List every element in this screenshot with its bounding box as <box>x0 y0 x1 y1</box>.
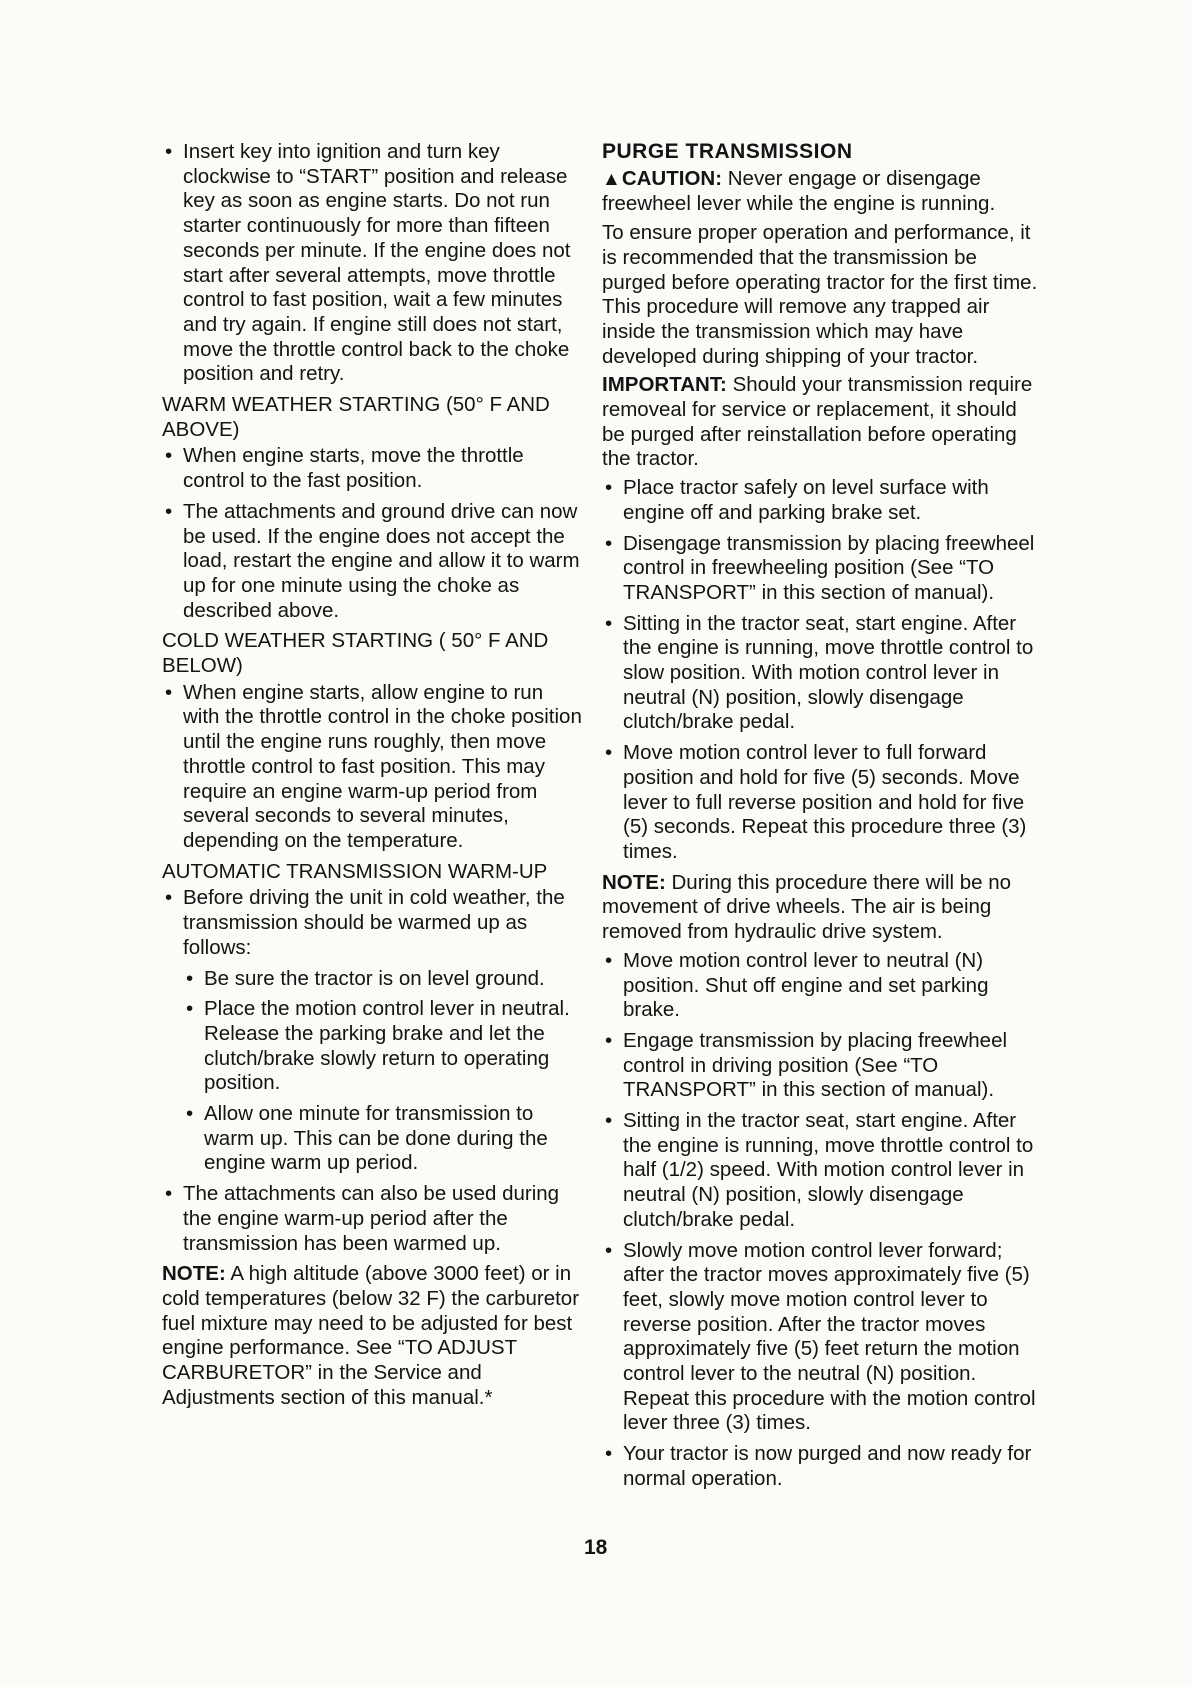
auto-transmission-subitem: • Be sure the tractor is on level ground. <box>183 967 582 992</box>
purge-step: • Engage transmission by placing freewheel control in driving position (See “TO TRANSPORT” in this section of manual). <box>602 1029 1039 1103</box>
section-title: PURGE TRANSMISSION <box>602 140 853 163</box>
purge-step: • Slowly move motion control lever forward; after the tractor moves approximately five (5) feet, slowly move motion control lever to reverse position. After the tractor moves approximately five (5) feet return the motion control lever to the neutral (N) position. Repeat this procedure with the motion control lever three (3) times. <box>602 1239 1039 1437</box>
important-text: Should your transmission require removeal for service or replacement, it should be purged after reinstallation before operating the tractor. <box>602 373 1033 471</box>
important-label: IMPORTANT: <box>602 373 727 397</box>
right-column <box>602 140 1039 1498</box>
auto-transmission-item: • The attachments can also be used during the engine warm-up period after the transmission has been warmed up. <box>162 1182 582 1256</box>
warning-triangle-icon: ▲ <box>602 168 621 190</box>
purge-step: • Place tractor safely on level surface with engine off and parking brake set. <box>602 476 1039 525</box>
purge-step: • Move motion control lever to neutral (N) position. Shut off engine and set parking brake. <box>602 949 1039 1023</box>
auto-transmission-heading: AUTOMATIC TRANSMISSION WARM-UP <box>162 859 548 883</box>
auto-transmission-subitem: • Allow one minute for transmission to warm up. This can be done during the engine warm up period. <box>183 1102 582 1176</box>
auto-transmission-subitem: • Place the motion control lever in neutral. Release the parking brake and let the clutch/brake slowly return to operating position. <box>183 997 582 1096</box>
left-column <box>162 140 582 1414</box>
auto-transmission-item: • Before driving the unit in cold weather, the transmission should be warmed up as follows: <box>162 886 582 960</box>
purge-step: • Sitting in the tractor seat, start engine. After the engine is running, move throttle control to slow position. With motion control lever in neutral (N) position, slowly disengage clutch/brake pedal. <box>602 612 1039 736</box>
warm-weather-heading: WARM WEATHER STARTING (50° F AND ABOVE) <box>162 393 550 441</box>
note-text: A high altitude (above 3000 feet) or in cold temperatures (below 32 F) the carburetor fuel mixture may need to be adjusted for best engine performance. See “TO ADJUST CARBURETOR” in the Service and Adjustments section of this manual.* <box>162 1262 580 1409</box>
cold-weather-heading: COLD WEATHER STARTING ( 50° F AND BELOW) <box>162 629 549 678</box>
drive-wheels-note <box>602 871 1039 945</box>
note-label: NOTE: <box>162 1262 226 1286</box>
note-text: During this procedure there will be no movement of drive wheels. The air is being removed from hydraulic drive system. <box>602 870 1012 944</box>
cold-weather-item: • When engine starts, allow engine to run with the throttle control in the choke position until the engine runs roughly, then move throttle control to fast position. This may require an engine warm-up period from several seconds to several minutes, depending on the temperature. <box>162 681 582 854</box>
caution-note <box>602 167 1039 217</box>
altitude-note <box>162 1262 582 1410</box>
purge-step: • Move motion control lever to full forward position and hold for five (5) seconds. Move lever to full reverse position and hold for five (5) seconds. Repeat this procedure three (3) times. <box>602 741 1039 865</box>
page-number: 18 <box>584 1536 608 1559</box>
start-instructions-item: • Insert key into ignition and turn key clockwise to “START” position and release key as soon as engine starts. Do not run starter continuously for more than fifteen seconds per minute. If the engine does not start after several attempts, move throttle control to fast position, wait a few minutes and try again. If engine still does not start, move the throttle control back to the choke position and retry. <box>162 140 582 387</box>
important-note <box>602 373 1039 472</box>
note-label: NOTE: <box>602 870 666 894</box>
purge-step: • Disengage transmission by placing freewheel control in freewheeling position (See “TO TRANSPORT” in this section of manual). <box>602 532 1039 606</box>
warm-weather-item: • When engine starts, move the throttle control to the fast position. <box>162 444 582 493</box>
purge-step: • Sitting in the tractor seat, start engine. After the engine is running, move throttle control to half (1/2) speed. With motion control lever in neutral (N) position, slowly disengage clutch/brake pedal. <box>602 1109 1039 1233</box>
caution-label: CAUTION: <box>621 166 723 190</box>
caution-text: Never engage or disengage freewheel lever while the engine is running. <box>602 166 996 216</box>
purge-step: • Your tractor is now purged and now ready for normal operation. <box>602 1442 1039 1491</box>
warm-weather-item: • The attachments and ground drive can now be used. If the engine does not accept the load, restart the engine and allow it to warm up for one minute using the choke as described above. <box>162 500 582 624</box>
intro-paragraph: To ensure proper operation and performance, it is recommended that the transmission be purged before operating tractor for the first time. This procedure will remove any trapped air inside the transmission which may have developed during shipping of your tractor. <box>602 221 1038 368</box>
